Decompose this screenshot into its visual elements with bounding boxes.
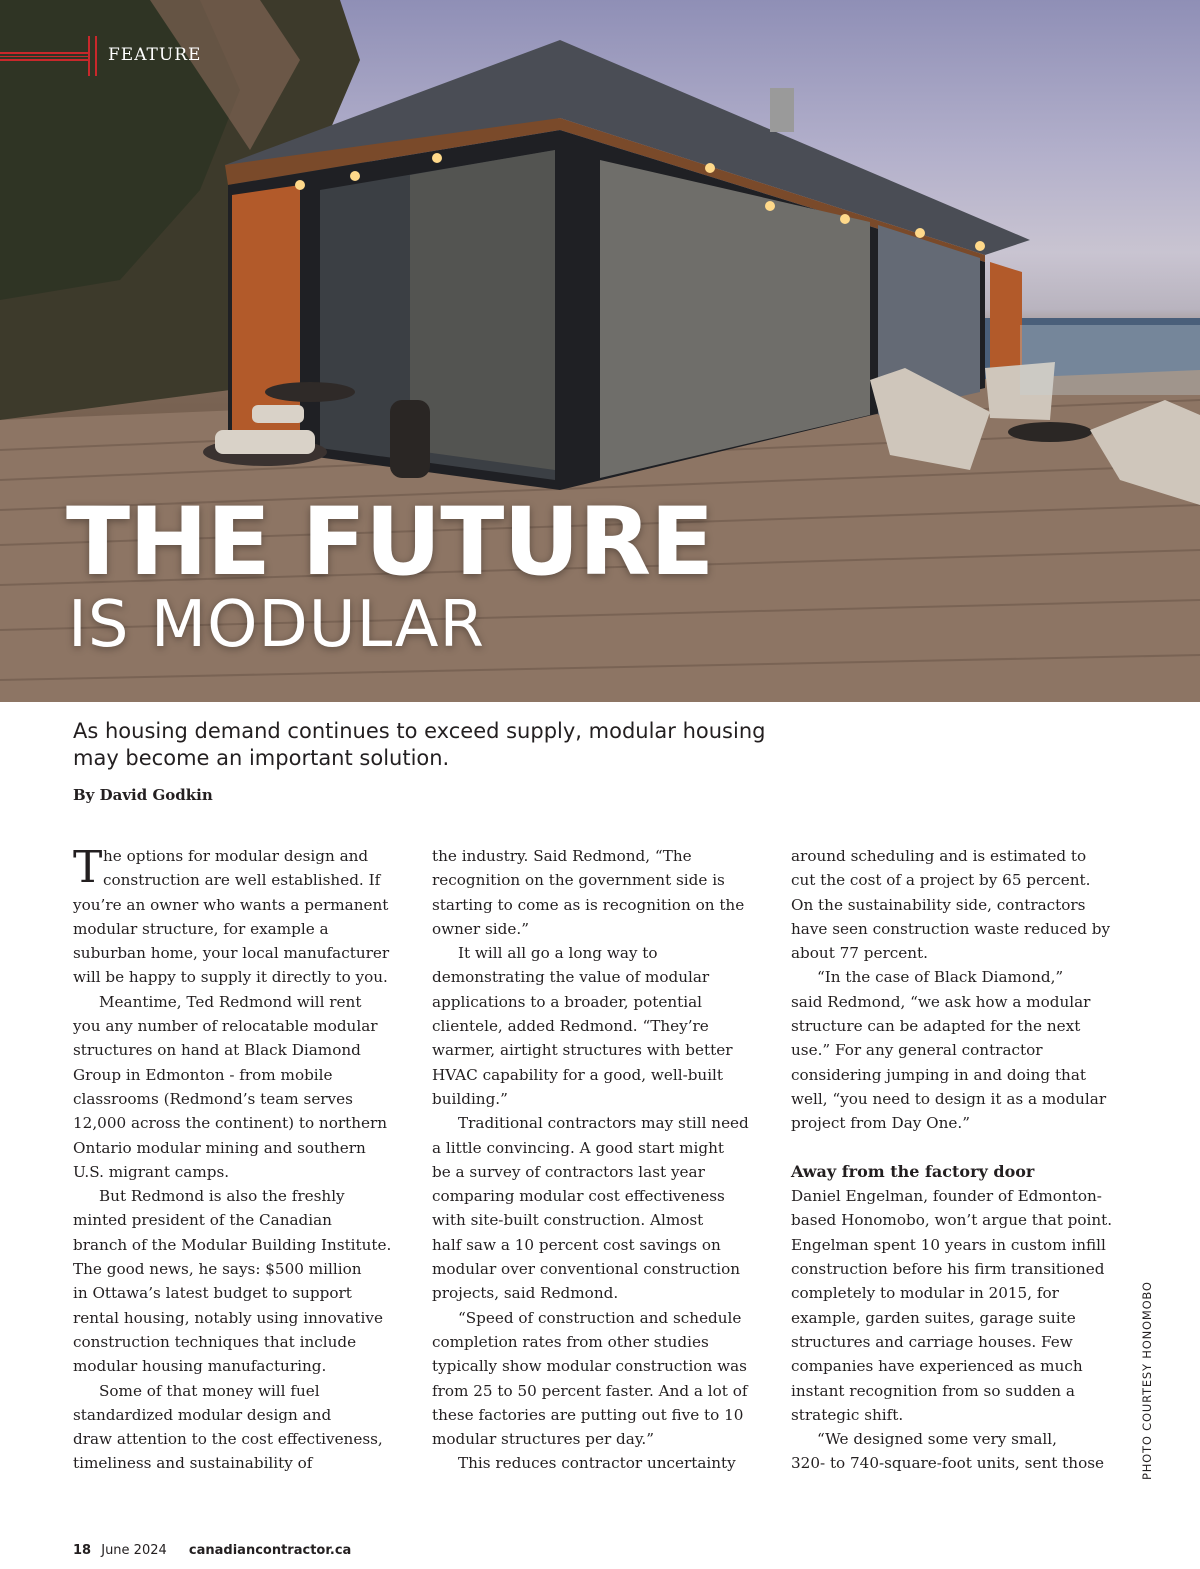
- body-line: minted president of the Canadian: [73, 1211, 332, 1230]
- body-line: about 77 percent.: [791, 944, 928, 963]
- body-line: draw attention to the cost effectiveness,: [73, 1430, 383, 1449]
- body-line: 12,000 across the continent) to northern: [73, 1114, 388, 1133]
- body-line: Some of that money will fuel: [99, 1381, 320, 1400]
- body-line: This reduces contractor uncertainty: [458, 1454, 736, 1473]
- body-column-1: [73, 844, 418, 1476]
- body-line: modular structures per day.”: [432, 1430, 654, 1449]
- page-footer: [73, 1543, 351, 1558]
- body-line: The good news, he says: $500 million: [73, 1260, 362, 1279]
- body-line: branch of the Modular Building Institute.: [73, 1235, 392, 1254]
- headline-line-2: IS MODULAR: [68, 588, 485, 662]
- body-line: starting to come as is recognition on the: [432, 895, 745, 914]
- body-line: Group in Edmonton - from mobile: [73, 1065, 333, 1084]
- body-line: example, garden suites, garage suite: [791, 1308, 1076, 1327]
- body-line: structure can be adapted for the next: [791, 1017, 1081, 1036]
- body-line: be a survey of contractors last year: [432, 1162, 705, 1181]
- body-line: Ontario modular mining and southern: [73, 1138, 366, 1157]
- body-line: U.S. migrant camps.: [73, 1162, 230, 1181]
- body-line: Traditional contractors may still need: [458, 1114, 749, 1133]
- body-column-3: [791, 844, 1136, 1476]
- section-tag-mark: [88, 36, 97, 76]
- body-line: “We designed some very small,: [817, 1430, 1057, 1449]
- body-line: companies have experienced as much: [791, 1357, 1083, 1376]
- body-line: warmer, airtight structures with better: [432, 1041, 733, 1060]
- body-column-2: [432, 844, 777, 1476]
- issue-date: June 2024: [101, 1543, 167, 1558]
- body-line: structures on hand at Black Diamond: [73, 1041, 361, 1060]
- body-line: demonstrating the value of modular: [432, 968, 710, 987]
- body-line: structures and carriage houses. Few: [791, 1332, 1073, 1351]
- body-line: typically show modular construction was: [432, 1357, 747, 1376]
- body-line: Meantime, Ted Redmond will rent: [99, 992, 362, 1011]
- body-line: instant recognition from so sudden a: [791, 1381, 1075, 1400]
- body-line: modular over conventional construction: [432, 1260, 741, 1279]
- drop-cap: T: [73, 842, 103, 893]
- body-line: construction before his firm transitioned: [791, 1260, 1105, 1279]
- body-line: 320- to 740-square-foot units, sent those: [791, 1454, 1104, 1473]
- body-line: construction are well established. If: [103, 871, 381, 890]
- body-line: suburban home, your local manufacturer: [73, 944, 390, 963]
- body-line: in Ottawa’s latest budget to support: [73, 1284, 352, 1303]
- photo-credit: PHOTO COURTESY HONOMOBO: [1140, 1281, 1154, 1480]
- paragraph-gap: [791, 1136, 1136, 1160]
- body-line: said Redmond, “we ask how a modular: [791, 992, 1091, 1011]
- body-line: a little convincing. A good start might: [432, 1138, 725, 1157]
- body-line: owner side.”: [432, 919, 529, 938]
- body-line: project from Day One.”: [791, 1114, 970, 1133]
- body-line: building.”: [432, 1089, 508, 1108]
- body-line: strategic shift.: [791, 1405, 904, 1424]
- body-line: “In the case of Black Diamond,”: [817, 968, 1064, 987]
- body-line: HVAC capability for a good, well-built: [432, 1065, 724, 1084]
- subhead: Away from the factory door: [791, 1161, 1035, 1181]
- site-url[interactable]: canadiancontractor.ca: [188, 1543, 352, 1558]
- body-line: recognition on the government side is: [432, 871, 725, 890]
- body-line: “Speed of construction and schedule: [458, 1308, 742, 1327]
- body-line: use.” For any general contractor: [791, 1041, 1043, 1060]
- body-line: Daniel Engelman, founder of Edmonton-: [791, 1187, 1102, 1206]
- hero-photo: [0, 0, 1200, 702]
- page-number: 18: [73, 1543, 92, 1558]
- body-line: will be happy to supply it directly to you.: [73, 968, 388, 987]
- body-line: cut the cost of a project by 65 percent.: [791, 871, 1091, 890]
- body-line: standardized modular design and: [73, 1405, 332, 1424]
- body-line: applications to a broader, potential: [432, 992, 702, 1011]
- body-line: have seen construction waste reduced by: [791, 919, 1111, 938]
- body-line: projects, said Redmond.: [432, 1284, 619, 1303]
- body-line: modular housing manufacturing.: [73, 1357, 327, 1376]
- body-line: completion rates from other studies: [432, 1332, 709, 1351]
- body-line: Engelman spent 10 years in custom infill: [791, 1235, 1106, 1254]
- body-line: modular structure, for example a: [73, 919, 329, 938]
- body-line: considering jumping in and doing that: [791, 1065, 1086, 1084]
- body-line: timeliness and sustainability of: [73, 1454, 313, 1473]
- body-line: these factories are putting out five to 10: [432, 1405, 744, 1424]
- body-line: completely to modular in 2015, for: [791, 1284, 1059, 1303]
- body-line: based Honomobo, won’t argue that point.: [791, 1211, 1113, 1230]
- body-line: It will all go a long way to: [458, 944, 658, 963]
- body-line: the industry. Said Redmond, “The: [432, 847, 692, 865]
- byline: By David Godkin: [73, 786, 213, 804]
- body-line: construction techniques that include: [73, 1332, 357, 1351]
- deck: As housing demand continues to exceed supply, modular housing may become an important solution.: [73, 719, 766, 770]
- body-line: you’re an owner who wants a permanent: [73, 895, 389, 914]
- headline-line-1: THE FUTURE: [66, 488, 714, 597]
- body-line: from 25 to 50 percent faster. And a lot of: [432, 1381, 748, 1400]
- body-line: clientele, added Redmond. “They’re: [432, 1017, 709, 1036]
- body-line: you any number of relocatable modular: [73, 1017, 378, 1036]
- body-line: rental housing, notably using innovative: [73, 1308, 383, 1327]
- body-line: classrooms (Redmond’s team serves: [73, 1089, 353, 1108]
- section-tag-label: FEATURE: [108, 45, 202, 65]
- body-line: On the sustainability side, contractors: [791, 895, 1086, 914]
- body-line: T he options for modular design and: [73, 842, 369, 893]
- section-tag-rule: [0, 52, 90, 61]
- body-line: around scheduling and is estimated to: [791, 847, 1087, 865]
- body-line: But Redmond is also the freshly: [99, 1187, 345, 1206]
- body-line: with site-built construction. Almost: [432, 1211, 704, 1230]
- body-line: comparing modular cost effectiveness: [432, 1187, 725, 1206]
- body-line: well, “you need to design it as a modular: [791, 1089, 1107, 1108]
- body-line: half saw a 10 percent cost savings on: [432, 1235, 721, 1254]
